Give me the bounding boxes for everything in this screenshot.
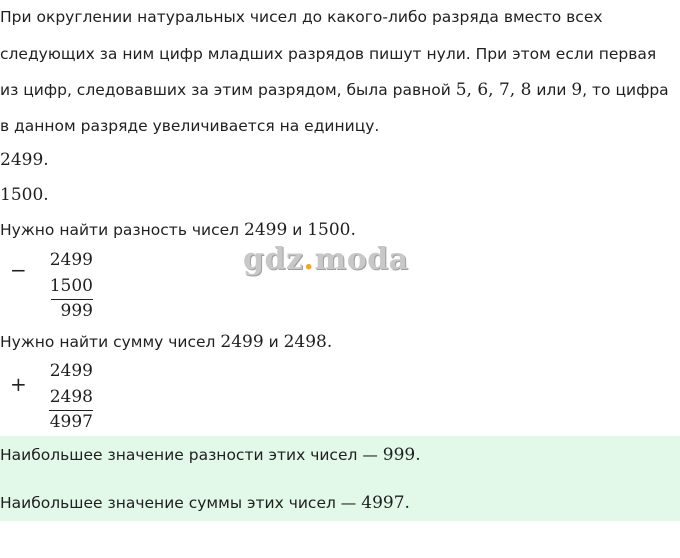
- sum-prompt-num2: 2498.: [283, 332, 333, 352]
- difference-bottom: 1500: [49, 276, 93, 296]
- difference-prompt-num2: 1500.: [307, 220, 356, 240]
- rule-line-2-text: следующих за ним цифр младших разрядов пишут нули. При этом если первая: [0, 45, 657, 63]
- difference-result: 999: [60, 301, 93, 321]
- watermark-part2: moda: [314, 242, 409, 277]
- watermark-dot: .: [303, 242, 315, 277]
- answer-highlight: [0, 436, 680, 521]
- difference-prompt-text-b: и: [287, 221, 308, 239]
- sum-prompt-text-b: и: [263, 333, 284, 351]
- difference-answer: [0, 445, 421, 465]
- watermark-part1: gdz: [243, 242, 304, 277]
- sum-rule: [49, 410, 93, 411]
- rule-line-3-text-a: из цифр, следовавших за этим разрядом, была равной: [0, 81, 456, 99]
- rule-line-2: [0, 45, 656, 63]
- number-2499: 2499.: [0, 150, 49, 170]
- difference-answer-text: Наибольшее значение разности этих чисел —: [0, 446, 383, 464]
- difference-answer-value: 999.: [382, 445, 421, 465]
- plus-sign: +: [10, 372, 27, 396]
- rule-line-3-text-b: или: [531, 81, 572, 99]
- rule-line-3-text-c: , то цифра: [582, 81, 669, 99]
- difference-rule: [51, 299, 93, 300]
- rule-line-4: [0, 117, 379, 135]
- gdz-moda-watermark: [243, 242, 409, 277]
- difference-prompt-num1: 2499: [244, 220, 288, 240]
- sum-answer-value: 4997.: [361, 493, 410, 513]
- sum-top: 2499: [49, 361, 93, 381]
- sum-prompt: [0, 332, 332, 352]
- rule-line-3-digits: 5, 6, 7, 8: [455, 80, 532, 100]
- rule-line-3-digit-nine: 9: [571, 80, 583, 100]
- rule-line-3: [0, 80, 669, 100]
- sum-prompt-num1: 2499: [220, 332, 264, 352]
- sum-answer: [0, 493, 410, 513]
- rule-line-4-text: в данном разряде увеличивается на единицу.: [0, 117, 380, 135]
- number-1500: 1500.: [0, 185, 49, 205]
- sum-answer-text: Наибольшее значение суммы этих чисел —: [0, 494, 362, 512]
- sum-result: 4997: [49, 412, 93, 432]
- minus-sign: −: [10, 258, 27, 282]
- difference-prompt: [0, 220, 356, 240]
- sum-bottom: 2498: [49, 387, 93, 407]
- sum-prompt-text-a: Нужно найти сумму чисел: [0, 333, 221, 351]
- rule-line-1: [0, 8, 603, 26]
- difference-top: 2499: [49, 250, 93, 270]
- rule-line-1-text: При округлении натуральных чисел до какого-либо разряда вместо всех: [0, 8, 603, 26]
- difference-prompt-text-a: Нужно найти разность чисел: [0, 221, 245, 239]
